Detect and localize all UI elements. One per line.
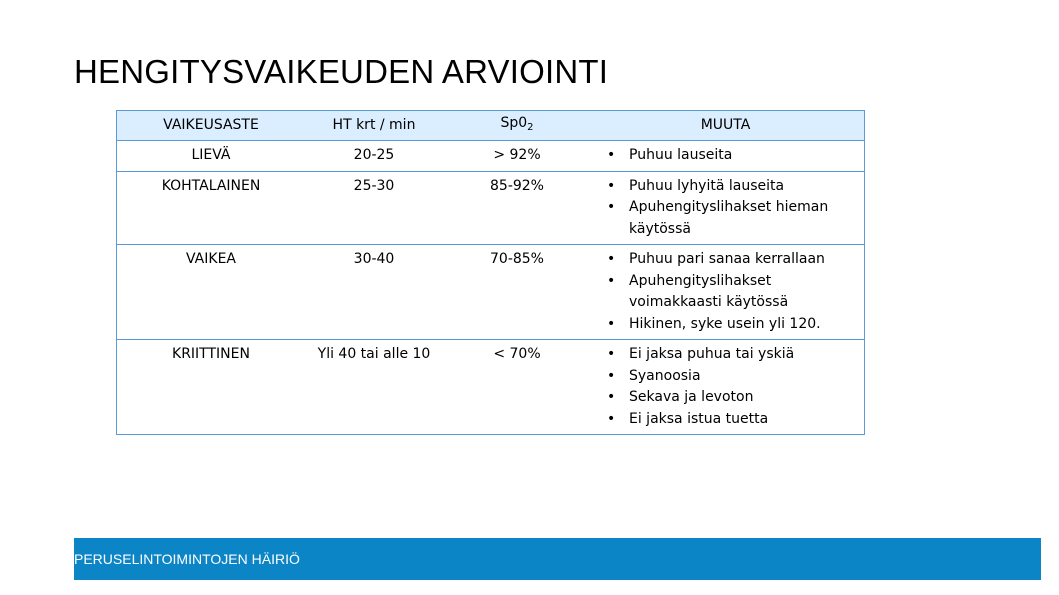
header-level: VAIKEUSASTE <box>117 111 306 141</box>
cell-notes <box>591 141 865 172</box>
footer-text: PERUSELINTOIMINTOJEN HÄIRIÖ <box>74 551 300 567</box>
notes-list <box>603 145 860 167</box>
cell-notes <box>591 171 865 245</box>
cell-notes <box>591 245 865 340</box>
list-item: • Hikinen, syke usein yli 120. <box>603 314 860 336</box>
cell-spo2: 85-92% <box>443 171 591 245</box>
table-row <box>117 141 865 172</box>
header-other: MUUTA <box>591 111 865 141</box>
list-item: • Sekava ja levoton <box>603 387 860 409</box>
notes-list <box>603 249 860 335</box>
list-item: • Syanoosia <box>603 366 860 388</box>
list-item: • Ei jaksa puhua tai yskiä <box>603 344 860 366</box>
cell-level: KOHTALAINEN <box>117 171 306 245</box>
cell-level: VAIKEA <box>117 245 306 340</box>
notes-list <box>603 344 860 430</box>
cell-respiratory-rate: Yli 40 tai alle 10 <box>317 346 431 362</box>
table-row <box>117 245 865 340</box>
cell-notes <box>591 340 865 435</box>
cell-respiratory-rate: 30-40 <box>305 245 443 340</box>
list-item: • Ei jaksa istua tuetta <box>603 409 860 431</box>
breathing-assessment-table <box>116 110 865 435</box>
cell-level: LIEVÄ <box>117 141 306 172</box>
list-item: • Apuhengityslihakset voimakkaasti käytössä <box>603 271 860 314</box>
table-row <box>117 171 865 245</box>
table-row <box>117 340 865 435</box>
footer-bar <box>74 538 1041 580</box>
list-item: • Puhuu pari sanaa kerrallaan <box>603 249 860 271</box>
cell-respiratory-rate: 20-25 <box>305 141 443 172</box>
cell-level: KRIITTINEN <box>172 346 250 362</box>
cell-spo2: 70-85% <box>443 245 591 340</box>
notes-list <box>603 176 860 241</box>
list-item: • Puhuu lyhyitä lauseita <box>603 176 860 198</box>
cell-spo2: > 92% <box>443 141 591 172</box>
header-spo2 <box>443 111 591 141</box>
list-item: • Puhuu lauseita <box>603 145 860 167</box>
list-item: • Apuhengityslihakset hieman käytössä <box>603 197 860 240</box>
cell-spo2: < 70% <box>493 346 541 362</box>
header-spo2-main: Sp0 <box>500 114 528 131</box>
header-respiratory-rate: HT krt / min <box>305 111 443 141</box>
page-title: HENGITYSVAIKEUDEN ARVIOINTI <box>74 53 609 90</box>
table-header-row <box>117 111 865 141</box>
header-spo2-subscript: 2 <box>527 121 534 133</box>
cell-respiratory-rate: 25-30 <box>305 171 443 245</box>
